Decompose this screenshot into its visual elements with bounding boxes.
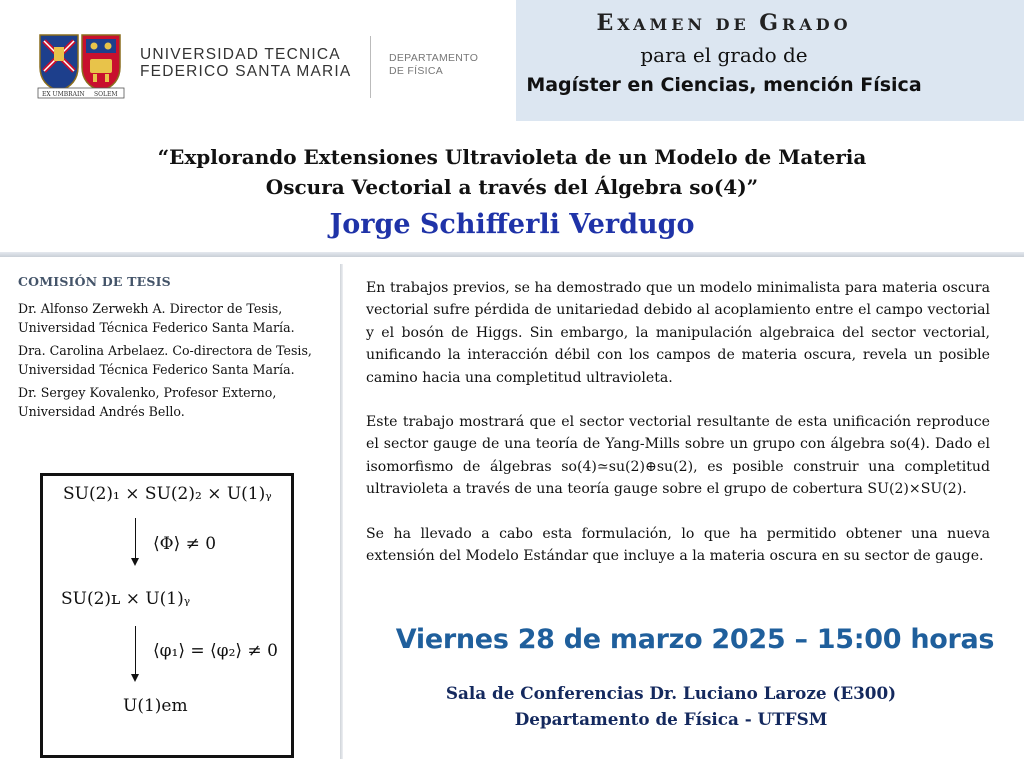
thesis-author: Jorge Schifferli Verdugo xyxy=(329,209,695,240)
logo-motto-right: SOLEM xyxy=(94,91,118,98)
thesis-title xyxy=(40,142,984,202)
exam-degree: Magíster en Ciencias, mención Física xyxy=(526,74,922,96)
university-name-line2: FEDERICO SANTA MARIA xyxy=(140,63,352,80)
exam-subtitle: para el grado de xyxy=(640,43,808,67)
abstract-paragraph: Se ha llevado a cabo esta formulación, lo que ha permitido obtener una nueva extensión del Modelo Estándar que incluye a la materia oscura en su sector de gauge. xyxy=(366,525,990,565)
committee-list xyxy=(18,299,336,425)
section-divider xyxy=(0,252,1024,257)
exam-title xyxy=(516,10,932,36)
column-divider xyxy=(340,264,343,759)
university-name xyxy=(140,46,351,80)
diagram-break-1: ⟨Φ⟩ ≠ 0 xyxy=(153,534,217,554)
diagram-step-3: U(1)em xyxy=(123,696,188,716)
committee-member: Dr. Alfonso Zerwekh A. Director de Tesis, Universidad Técnica Federico Santa María. xyxy=(18,301,295,335)
diagram-step-2: SU(2)ʟ × U(1)ᵧ xyxy=(61,589,191,609)
header-divider xyxy=(370,36,371,98)
logo-motto-center: IN xyxy=(77,91,85,98)
abstract-paragraph: En trabajos previos, se ha demostrado que un modelo minimalista para materia oscura vectorial sufre pérdida de unitariedad debido al acoplamiento entre el campo vectorial y el bosón de Higgs. Sin embargo, la manipulación algebraica del sector vectorial, unificando la interacción débil con los campos de materia oscura, revela un posible camino hacia una completitud ultravioleta. xyxy=(366,280,990,386)
department-name-line2: DE FÍSICA xyxy=(389,65,444,77)
event-place-line1: Sala de Conferencias Dr. Luciano Laroze (E300) xyxy=(445,683,897,703)
abstract-paragraph: Este trabajo mostrará que el sector vectorial resultante de esta unificación reproduce el sector gauge de una teoría de Yang-Mills sobre un grupo con álgebra so(4). Dado el isomorfismo de álgebras so(4)≃su(2)⊕su(2), es posible construir una completitud ultravioleta a través de una teoría gauge sobre el grupo de cobertura SU(2)×SU(2). xyxy=(366,414,990,498)
committee-member: Dra. Carolina Arbelaez. Co-directora de Tesis, Universidad Técnica Federico Santa María. xyxy=(18,343,312,377)
exam-title-xamen: XAMEN DE xyxy=(617,15,760,34)
logo-motto-left: EX UMBRA xyxy=(42,91,78,98)
department-name xyxy=(389,52,478,78)
exam-title-initial-g: G xyxy=(759,10,783,36)
symmetry-breaking-diagram xyxy=(40,473,294,758)
thesis-title-line2: Oscura Vectorial a través del Álgebra so(4)” xyxy=(265,175,759,199)
event-place-line2: Departamento de Física - UTFSM xyxy=(514,709,828,729)
event-place xyxy=(366,680,976,732)
committee-heading: COMISIÓN DE TESIS xyxy=(18,274,171,289)
diagram-break-2: ⟨φ₁⟩ = ⟨φ₂⟩ ≠ 0 xyxy=(153,641,278,661)
diagram-arrow-2 xyxy=(135,626,136,676)
university-crest-logo xyxy=(36,33,126,99)
thesis-title-line1: “Explorando Extensiones Ultravioleta de un Modelo de Materia xyxy=(157,145,867,169)
committee-member: Dr. Sergey Kovalenko, Profesor Externo, Universidad Andrés Bello. xyxy=(18,385,277,419)
diagram-arrow-1 xyxy=(135,518,136,560)
diagram-arrowhead-2 xyxy=(131,674,139,682)
event-date: Viernes 28 de marzo 2025 – 15:00 horas xyxy=(395,624,995,655)
diagram-arrowhead-1 xyxy=(131,558,139,566)
exam-title-rado: RADO xyxy=(782,15,852,34)
abstract xyxy=(366,277,990,589)
department-name-line1: DEPARTAMENTO xyxy=(389,52,479,64)
exam-title-initial-e: E xyxy=(596,10,618,36)
diagram-step-1: SU(2)₁ × SU(2)₂ × U(1)ᵧ xyxy=(63,484,272,504)
university-name-line1: UNIVERSIDAD TECNICA xyxy=(140,46,341,63)
